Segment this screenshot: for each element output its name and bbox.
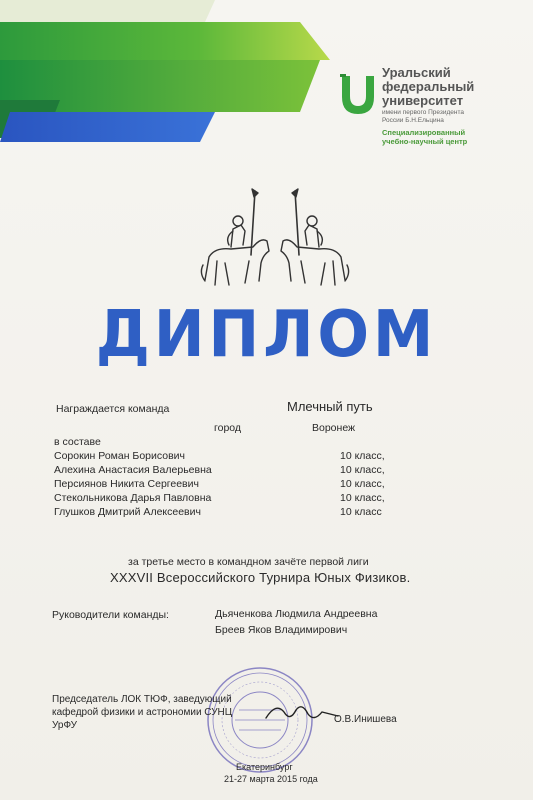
member-name: Персиянов Никита Сергеевич xyxy=(54,478,199,490)
member-name: Глушков Дмитрий Алексеевич xyxy=(54,506,201,518)
member-grade: 10 класс, xyxy=(340,478,385,490)
signature xyxy=(262,700,342,726)
member-grade: 10 класс, xyxy=(340,492,385,504)
chair-title-line1: Председатель ЛОК ТЮФ, заведующий xyxy=(52,694,232,705)
university-name: Уральский федеральный университет xyxy=(382,65,475,108)
members-label: в составе xyxy=(54,436,101,448)
urfu-u-logo-icon xyxy=(338,70,378,118)
award-reason: за третье место в командном зачёте первой лиги xyxy=(128,556,369,568)
left-knight-icon xyxy=(201,189,269,285)
issue-place: Екатеринбург xyxy=(236,762,293,772)
signer-name: О.В.Инишева xyxy=(334,714,397,725)
jousting-knights-illustration xyxy=(195,185,355,300)
header-stripes xyxy=(0,0,340,160)
university-text-block xyxy=(382,66,474,146)
leaders-label: Руководители команды: xyxy=(52,609,169,621)
issue-dates: 21-27 марта 2015 года xyxy=(224,774,318,784)
right-knight-icon xyxy=(281,189,349,285)
member-grade: 10 класс xyxy=(340,506,382,518)
university-subtitle: имени первого Президента России Б.Н.Ельцина xyxy=(382,109,465,124)
university-center: Специализированный учебно-научный центр xyxy=(382,128,468,146)
city-label: город xyxy=(214,422,242,434)
leader-name: Бреев Яков Владимирович xyxy=(215,624,348,636)
chair-title-line2: кафедрой физики и астрономии СУНЦ xyxy=(52,707,233,718)
awarded-label: Награждается команда xyxy=(56,403,170,415)
member-grade: 10 класс, xyxy=(340,464,385,476)
tournament-name: XXXVII Всероссийского Турнира Юных Физиков. xyxy=(110,570,411,585)
team-name: Млечный путь xyxy=(287,399,373,414)
university-logo xyxy=(338,66,528,156)
city-name: Воронеж xyxy=(312,422,356,434)
member-grade: 10 класс, xyxy=(340,450,385,462)
member-name: Алехина Анастасия Валерьевна xyxy=(54,464,212,476)
member-name: Стекольникова Дарья Павловна xyxy=(54,492,212,504)
leader-name: Дьяченкова Людмила Андреевна xyxy=(215,608,378,620)
chair-title-line3: УрФУ xyxy=(52,720,77,731)
member-name: Сорокин Роман Борисович xyxy=(54,450,185,462)
diploma-title: ДИПЛОМ xyxy=(95,298,438,372)
